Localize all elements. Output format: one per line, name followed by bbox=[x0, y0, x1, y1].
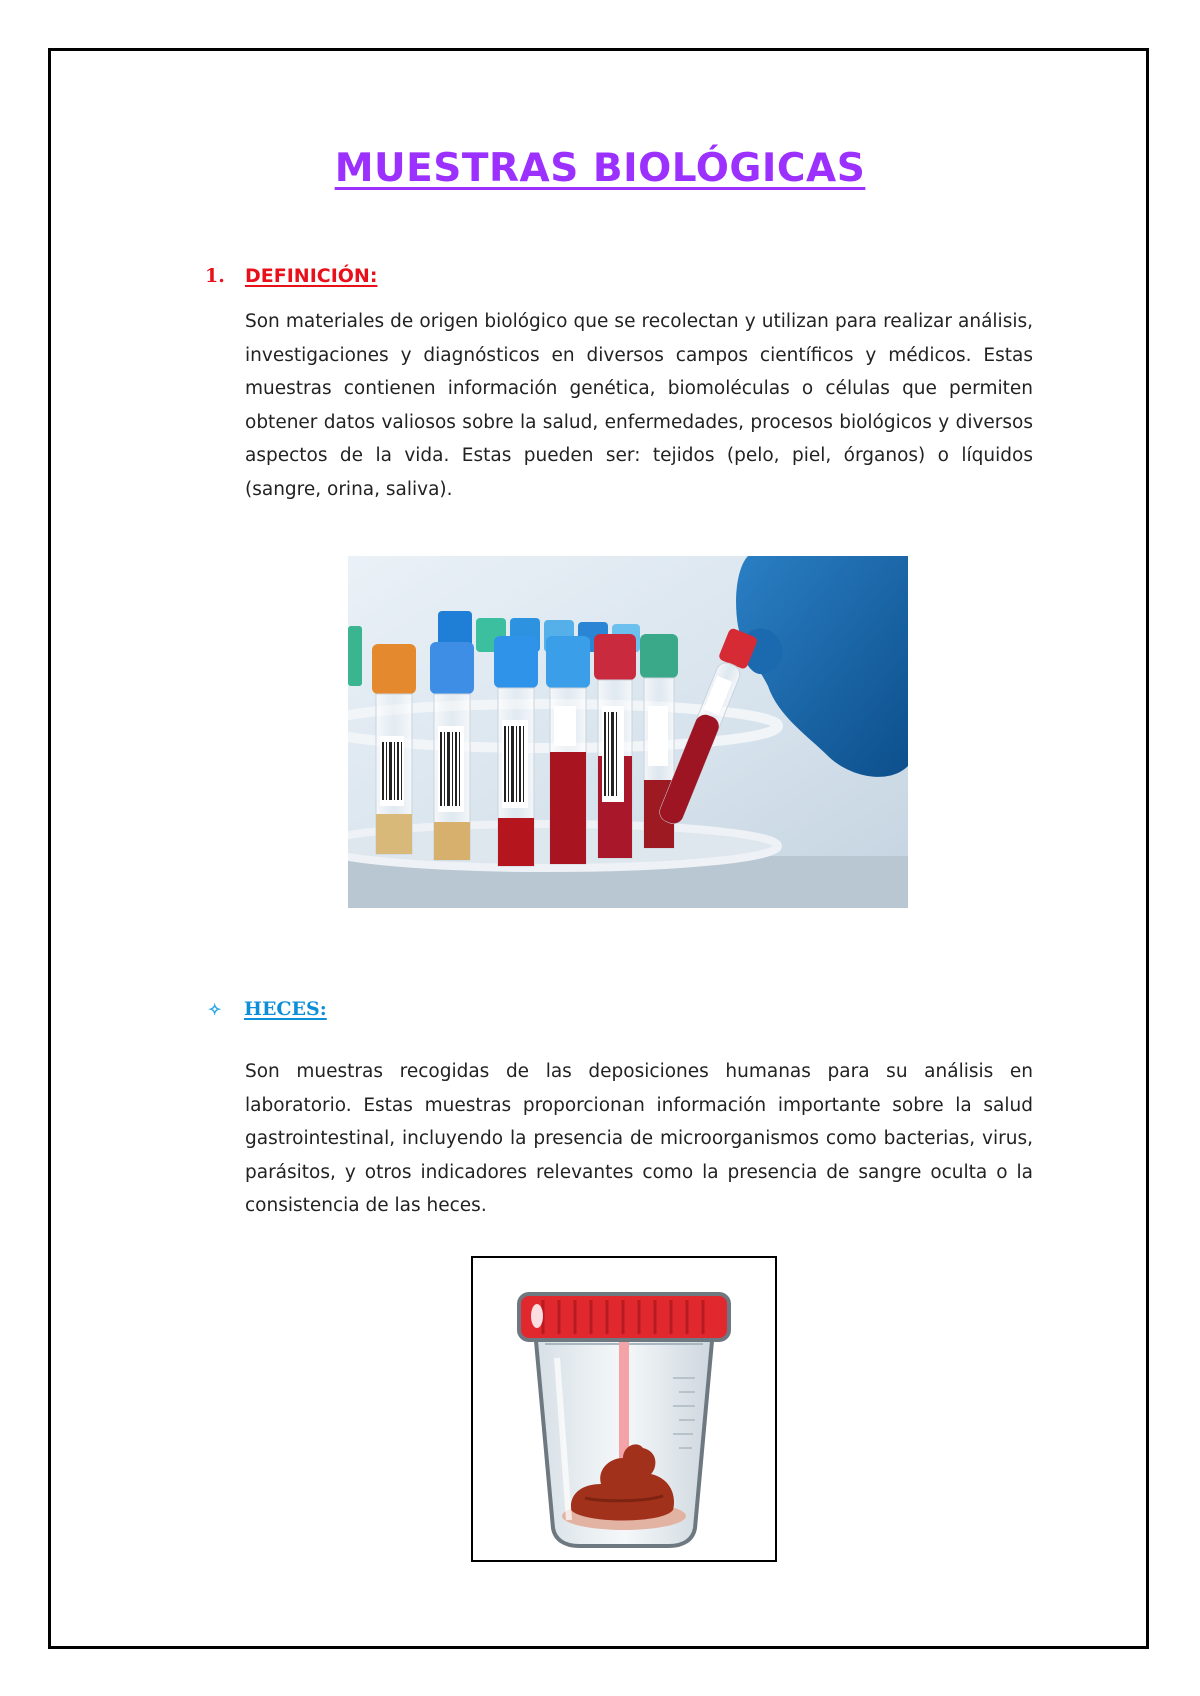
subsection-heading-text: HECES: bbox=[244, 998, 327, 1020]
section-number: 1. bbox=[205, 265, 225, 287]
document-title-text: MUESTRAS BIOLÓGICAS bbox=[334, 146, 866, 191]
document-title bbox=[0, 146, 1200, 191]
subsection-heading-heces bbox=[208, 998, 327, 1020]
section-heading-definicion bbox=[205, 265, 377, 287]
heces-paragraph: Son muestras recogidas de las deposiciones humanas para su análisis en laboratorio. Estas muestras proporcionan información importante sobre la salud gastrointestinal, incluyendo la presencia de microorganismos como bacterias, virus, parásitos, y otros indicadores relevantes como la presencia de sangre oculta o la consistencia de las heces. bbox=[245, 1061, 1033, 1217]
blood-tubes-photo bbox=[348, 556, 908, 908]
definition-paragraph: Son materiales de origen biológico que se recolectan y utilizan para realizar análisis, investigaciones y diagnósticos en diversos campos científicos y médicos. Estas muestras contienen información genética, biomoléculas o células que permiten obtener datos valiosos sobre la salud, enfermedades, procesos biológicos y diversos aspectos de la vida. Estas pueden ser: tejidos (pelo, piel, órganos) o líquidos (sangre, orina, saliva). bbox=[245, 311, 1033, 500]
section-heading-text: DEFINICIÓN: bbox=[245, 265, 378, 287]
stool-sample-container-figure bbox=[471, 1256, 777, 1562]
bullet-sparkle-icon: ✧ bbox=[208, 1000, 222, 1019]
stool-sample-container-icon bbox=[473, 1258, 775, 1560]
